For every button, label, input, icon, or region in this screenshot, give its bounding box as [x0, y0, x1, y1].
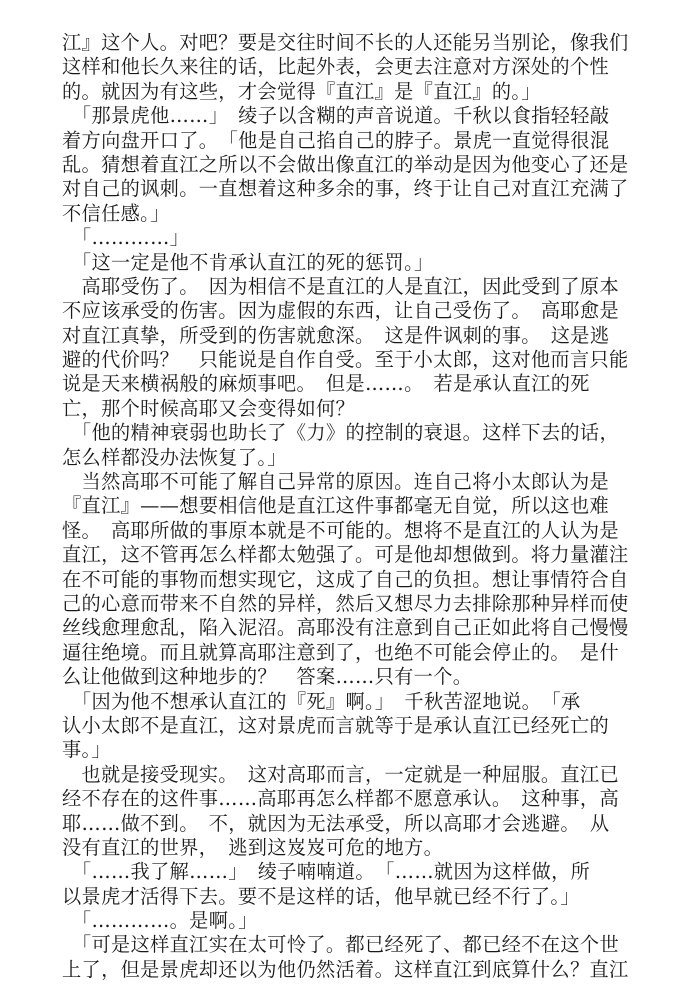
text-line: 「因为他不想承认直江的『死』啊。」 千秋苦涩地说。 「承: [62, 689, 581, 713]
text-line: 怪。 高耶所做的事原本就是不可能的。想将不是直江的人认为是: [62, 518, 619, 542]
text-line: 「……我了解……」 绫子喃喃道。 「……就因为这样做，所: [62, 860, 591, 884]
text-line: 「可是这样直江实在太可怜了。都已经死了、都已经不在这个世: [62, 933, 619, 957]
text-line: 么让他做到这种地步的？ 答案……只有一个。: [62, 665, 473, 689]
text-line: 当然高耶不可能了解自己异常的原因。连自己将小太郎认为是: [62, 470, 610, 494]
text-line: 亡，那个时候高耶又会变得如何？: [62, 396, 356, 420]
text-line: 乱。猜想着直江之所以不会做出像直江的举动是因为他变心了还是: [62, 152, 629, 176]
text-line: 「他的精神衰弱也助长了《力》的控制的衰退。这样下去的话，: [62, 421, 619, 445]
text-line: 直江，这不管再怎么样都太勉强了。可是他却想做到。将力量灌注: [62, 543, 629, 567]
text-line: 江』这个人。对吧？要是交往时间不长的人还能另当别论，像我们: [62, 31, 629, 54]
text-line: 怎么样都没办法恢复了。」: [62, 445, 287, 469]
text-line: 没有直江的世界， 逃到这岌岌可危的地方。: [62, 835, 444, 859]
text-line: 以景虎才活得下去。要不是这样的话，他早就已经不行了。」: [62, 884, 580, 908]
text-line: 不信任感。」: [62, 201, 170, 225]
text-line: 上了，但是景虎却还以为他仍然活着。这样直江到底算什么？直江: [62, 957, 629, 981]
text-line: 说是天来横祸般的麻烦事吧。 但是……。 若是承认直江的死: [62, 372, 590, 396]
text-line: 高耶受伤了。 因为相信不是直江的人是直江，因此受到了原本: [62, 274, 619, 298]
text-line: 对直江真挚，所受到的伤害就愈深。 这是件讽刺的事。 这是逃: [62, 323, 610, 347]
text-line: 己的心意而带来不自然的异样，然后又想尽力去排除那种异样而使: [62, 591, 629, 615]
text-line: 「这一定是他不肯承认直江的死的惩罚。」: [62, 250, 434, 274]
text-line: 在不可能的事物而想实现它，这成了自己的负担。想让事情符合自: [62, 567, 629, 591]
text-line: 『直江』——想要相信他是直江这件事都毫无自觉，所以这也难: [62, 494, 610, 518]
text-line: 避的代价吗？ 只能说是自作自受。至于小太郎，这对他而言只能: [62, 348, 629, 372]
text-line: 丝线愈理愈乱，陷入泥沼。高耶没有注意到自己正如此将自己慢慢: [62, 616, 629, 640]
text-line: 认小太郎不是直江，这对景虎而言就等于是承认直江已经死亡的: [62, 713, 610, 737]
text-line: 着方向盘开口了。 「他是自己掐自己的脖子。景虎一直觉得很混: [62, 128, 610, 152]
text-line: 「…………」: [62, 226, 190, 250]
body-text: [62, 31, 642, 982]
text-line: 经不存在的这件事……高耶再怎么样都不愿意承认。 这种事，高: [62, 787, 619, 811]
text-line: 事。」: [62, 738, 112, 762]
text-line: 的。就因为有这些，才会觉得『直江』是『直江』的。」: [62, 79, 541, 103]
text-line: 「…………。是啊。」: [62, 909, 258, 933]
text-line: 对自己的讽刺。一直想着这种多余的事，终于让自己对直江充满了: [62, 177, 629, 201]
text-line: 这样和他长久来往的话，比起外表，会更去注意对方深处的个性: [62, 55, 610, 79]
text-line: 不应该承受的伤害。因为虚假的东西，让自己受伤了。 高耶愈是: [62, 299, 619, 323]
text-line: 「那景虎他……」 绫子以含糊的声音说道。千秋以食指轻轻敲: [62, 104, 610, 128]
text-line: 耶……做不到。 不，就因为无法承受，所以高耶才会逃避。 从: [62, 811, 610, 835]
text-line: 逼往绝境。而且就算高耶注意到了，也绝不可能会停止的。 是什: [62, 640, 619, 664]
text-line: 也就是接受现实。 这对高耶而言，一定就是一种屈服。直江已: [62, 762, 619, 786]
